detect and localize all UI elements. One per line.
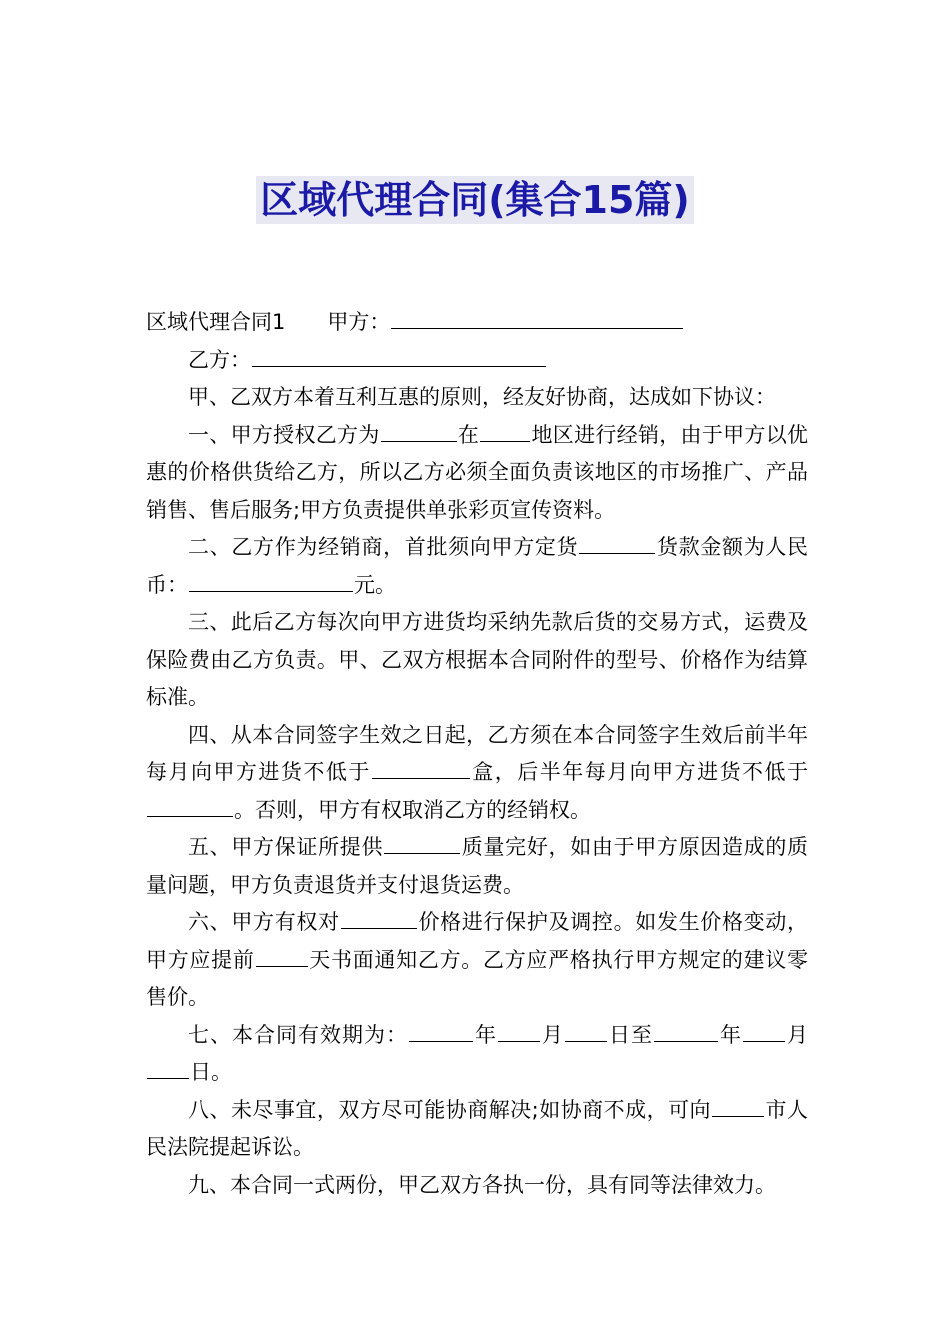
document-body bbox=[146, 304, 808, 1204]
blank-end-year[interactable] bbox=[654, 1017, 718, 1042]
blank-region[interactable] bbox=[480, 417, 530, 442]
contract-heading: 区域代理合同1 bbox=[146, 310, 286, 334]
blank-authorized-as[interactable] bbox=[381, 417, 457, 442]
paragraph-8: 八、未尽事宜，双方尽可能协商解决;如协商不成，可向 市人民法院提起诉讼。 bbox=[146, 1092, 808, 1167]
blank-price-product[interactable] bbox=[341, 904, 417, 929]
blank-end-day[interactable] bbox=[147, 1054, 189, 1079]
party-a-blank[interactable] bbox=[391, 304, 683, 329]
blank-end-month-1[interactable] bbox=[743, 1017, 785, 1042]
blank-min-boxes-first-half[interactable] bbox=[372, 754, 470, 779]
blank-start-year[interactable] bbox=[409, 1017, 473, 1042]
blank-min-second-half[interactable] bbox=[147, 792, 233, 817]
blank-amount-rmb[interactable] bbox=[189, 567, 353, 592]
blank-notice-days[interactable] bbox=[256, 942, 308, 967]
paragraph-6: 六、甲方有权对 价格进行保护及调控。如发生价格变动，甲方应提前 天书面通知乙方。乙方应严格执行甲方规定的建议零售价。 bbox=[146, 904, 808, 1017]
blank-product-quality[interactable] bbox=[384, 829, 460, 854]
party-b-line bbox=[146, 342, 808, 380]
party-b-label: 乙方： bbox=[188, 347, 251, 372]
title-container bbox=[0, 176, 950, 224]
blank-court-city[interactable] bbox=[712, 1092, 764, 1117]
paragraph-9: 九、本合同一式两份，甲乙双方各执一份，具有同等法律效力。 bbox=[188, 1172, 776, 1197]
blank-start-month[interactable] bbox=[498, 1017, 540, 1042]
paragraph-3: 三、此后乙方每次向甲方进货均采纳先款后货的交易方式，运费及保险费由乙方负责。甲、乙双方根据本合同附件的型号、价格作为结算标准。 bbox=[146, 610, 808, 709]
paragraph-7: 七、本合同有效期为： 年 月 日至 年 月日。 bbox=[146, 1017, 808, 1092]
blank-first-order[interactable] bbox=[579, 529, 655, 554]
heading-line bbox=[146, 304, 808, 342]
document-title: 区域代理合同(集合15篇) bbox=[256, 176, 694, 224]
blank-start-day[interactable] bbox=[565, 1017, 607, 1042]
party-b-blank[interactable] bbox=[252, 342, 546, 367]
paragraph-5: 五、甲方保证所提供 质量完好，如由于甲方原因造成的质量问题，甲方负责退货并支付退货运费。 bbox=[146, 829, 808, 904]
paragraph-2: 二、乙方作为经销商，首批须向甲方定货 货款金额为人民币： 元。 bbox=[146, 529, 808, 604]
party-a-label: 甲方： bbox=[327, 310, 391, 334]
paragraph-4: 四、从本合同签字生效之日起，乙方须在本合同签字生效后前半年每月向甲方进货不低于 盒，后半年每月向甲方进货不低于。否则，甲方有权取消乙方的经销权。 bbox=[146, 722, 809, 822]
paragraph-1: 一、甲方授权乙方为 在 地区进行经销，由于甲方以优惠的价格供货给乙方，所以乙方必须全面负责该地区的市场推广、产品销售、售后服务;甲方负责提供单张彩页宣传资料。 bbox=[146, 417, 808, 530]
paragraph-intro: 甲、乙双方本着互利互惠的原则，经友好协商，达成如下协议： bbox=[188, 385, 776, 409]
